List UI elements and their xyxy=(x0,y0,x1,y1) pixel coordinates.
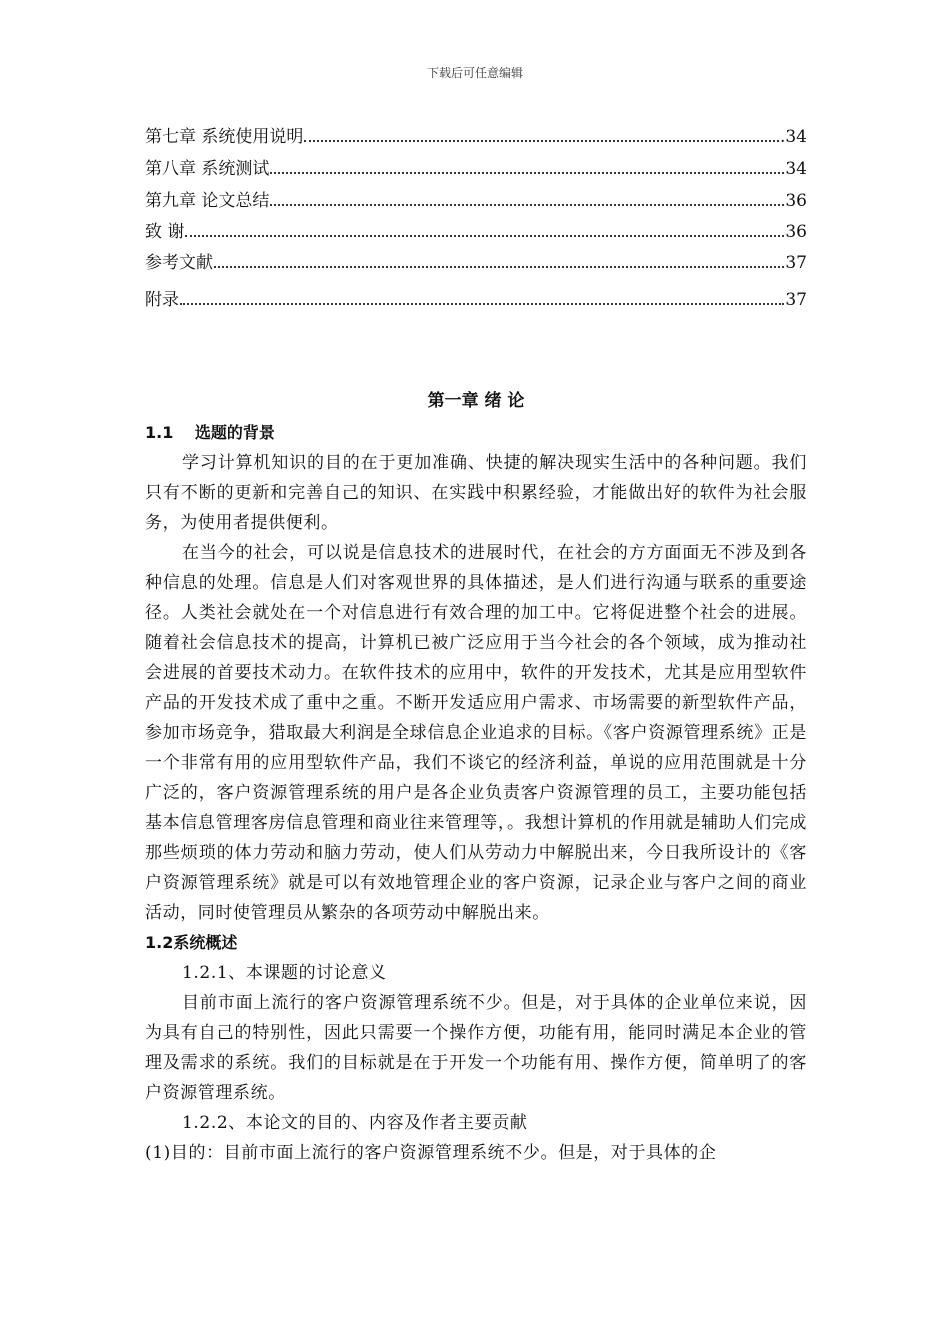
page-header-note: 下载后可任意编辑 xyxy=(426,66,523,80)
toc-entry xyxy=(145,221,807,242)
toc-entry-label: 第九章 论文总结 xyxy=(145,191,270,211)
toc-entry-page: 37 xyxy=(785,253,807,273)
chapter-title: 第一章 绪 论 xyxy=(427,391,525,411)
table-of-contents xyxy=(145,122,807,310)
toc-entry xyxy=(145,252,807,273)
toc-leader-dots xyxy=(304,126,779,142)
section-heading: 1.2系统概述 xyxy=(145,933,238,952)
toc-entry-page: 37 xyxy=(785,290,807,310)
toc-entry xyxy=(145,190,807,211)
toc-entry-label: 参考文献 xyxy=(145,253,213,273)
toc-entry-label: 致 谢 xyxy=(145,222,185,242)
toc-leader-dots xyxy=(180,289,784,305)
toc-entry-page: 34 xyxy=(785,159,807,179)
toc-entry-label: 第八章 系统测试 xyxy=(145,159,270,179)
toc-leader-dots xyxy=(270,190,784,206)
toc-leader-dots xyxy=(185,221,784,237)
toc-entry-page: 36 xyxy=(785,222,807,242)
toc-leader-dots xyxy=(270,158,784,174)
body-paragraph: 目前市面上流行的客户资源管理系统不少。但是，对于具体的企业单位来说，因为具有自己的特别性，因此只需要一个操作方便，功能有用，能同时满足本企业的管理及需求的系统。我们的目标就是在于开发一个功能有用、操作方便，简单明了的客户资源管理系统。 xyxy=(145,993,807,1103)
toc-entry xyxy=(145,126,807,147)
chapter-body xyxy=(145,388,807,1168)
toc-leader-dots xyxy=(214,252,784,268)
toc-entry xyxy=(145,289,807,310)
toc-entry-label: 第七章 系统使用说明 xyxy=(145,127,304,147)
body-paragraph: 在当今的社会，可以说是信息技术的进展时代，在社会的方方面面无不涉及到各种信息的处理。信息是人们对客观世界的具体描述，是人们进行沟通与联系的重要途径。人类社会就处在一个对信息进行有效合理的加工中。它将促进整个社会的进展。随着社会信息技术的提高，计算机已被广泛应用于当今社会的各个领域，成为推动社会进展的首要技术动力。在软件技术的应用中，软件的开发技术，尤其是应用型软件产品的开发技术成了重中之重。不断开发适应用户需求、市场需要的新型软件产品，参加市场竞争，猎取最大利润是全球信息企业追求的目标。《客户资源管理系统》正是一个非常有用的应用型软件产品，我们不谈它的经济利益，单说的应用范围就是十分广泛的，客户资源管理系统的用户是各企业负责客户资源管理的员工，主要功能包括基本信息管理客房信息管理和商业往来管理等，。我想计算机的作用就是辅助人们完成那些烦琐的体力劳动和脑力劳动，使人们从劳动力中解脱出来，今日我所设计的《客户资源管理系统》就是可以有效地管理企业的客户资源，记录企业与客户之间的商业活动，同时使管理员从繁杂的各项劳动中解脱出来。 xyxy=(145,543,807,923)
body-paragraph: (1)目的：目前市面上流行的客户资源管理系统不少。但是，对于具体的企 xyxy=(145,1143,717,1163)
subsection-heading: 1.2.1、本课题的讨论意义 xyxy=(182,963,387,983)
section-heading: 1.1 选题的背景 xyxy=(145,423,275,442)
toc-entry xyxy=(145,158,807,179)
toc-entry-label: 附录 xyxy=(145,290,179,310)
body-paragraph: 学习计算机知识的目的在于更加准确、快捷的解决现实生活中的各种问题。我们只有不断的更新和完善自己的知识、在实践中积累经验，才能做出好的软件为社会服务，为使用者提供便利。 xyxy=(145,453,807,533)
toc-entry-page: 36 xyxy=(785,191,807,211)
toc-entry-page: .34 xyxy=(779,127,807,147)
subsection-heading: 1.2.2、本论文的目的、内容及作者主要贡献 xyxy=(182,1113,528,1133)
